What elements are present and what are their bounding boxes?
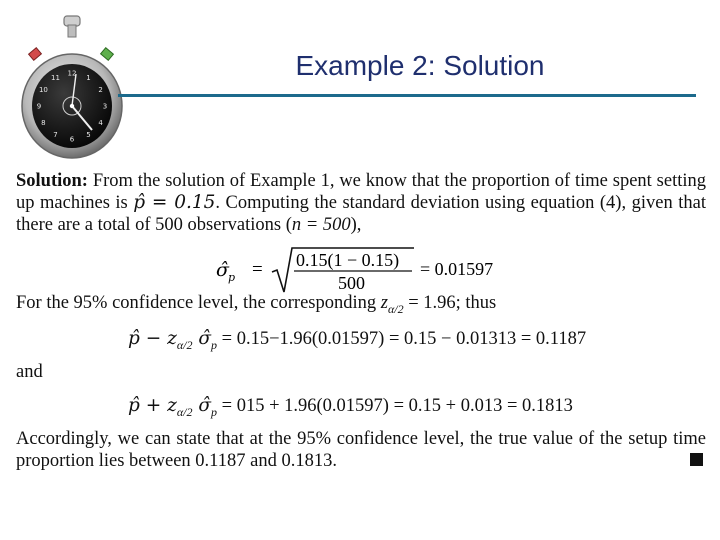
page-title: Example 2: Solution bbox=[295, 50, 545, 81]
solution-paragraph bbox=[16, 170, 706, 236]
eq3-sigma-sub: p bbox=[211, 405, 218, 419]
conclusion-paragraph: Accordingly, we can state that at the 95% confidence level, the true value of the setup time proportion lies between 0.1187 and 0.1813. bbox=[16, 429, 706, 471]
dial-number: 4 bbox=[98, 119, 103, 127]
eq2-rhs: = 0.15−1.96(0.01597) = 0.15 − 0.01313 = 0.1187 bbox=[217, 329, 587, 349]
eq2-sigma: σ̂ bbox=[192, 328, 212, 349]
dial-number: 3 bbox=[102, 102, 108, 111]
lower-limit-equation bbox=[128, 328, 586, 350]
confidence-paragraph bbox=[16, 292, 706, 315]
conf-text-b: = 1.96; thus bbox=[403, 293, 497, 313]
dial-number: 2 bbox=[98, 86, 103, 94]
upper-limit-equation bbox=[128, 395, 573, 417]
dial-number: 5 bbox=[86, 131, 91, 140]
n-value: n = 500 bbox=[291, 215, 351, 235]
z-symbol: z bbox=[380, 293, 388, 313]
conf-text-a: For the 95% confidence level, the corresponding bbox=[16, 293, 381, 313]
solution-label: Solution: bbox=[16, 171, 88, 191]
dial-number: 8 bbox=[41, 119, 46, 127]
eq3-lhs: p̂ + z bbox=[128, 395, 177, 416]
solution-text-a: From the solution of Example 1, we know that the proportion of time spent setting up machines is bbox=[16, 171, 706, 213]
eq1-denominator: 500 bbox=[338, 273, 365, 293]
eq2-lhs: p̂ − z bbox=[128, 328, 177, 349]
z-subscript: α/2 bbox=[387, 302, 404, 316]
sigma-sub: p bbox=[228, 271, 236, 284]
and-text: and bbox=[16, 362, 43, 382]
title-underline bbox=[118, 94, 696, 97]
eq3-rhs: = 015 + 1.96(0.01597) = 0.15 + 0.013 = 0.1813 bbox=[217, 396, 573, 416]
eq1-equals: = bbox=[252, 259, 263, 280]
eq3-sigma: σ̂ bbox=[192, 395, 212, 416]
dial-number: 10 bbox=[38, 86, 48, 94]
dial-number: 12 bbox=[67, 69, 77, 78]
end-of-proof-icon bbox=[690, 453, 703, 466]
sigma-hat: σ̂ bbox=[216, 259, 229, 281]
eq1-result: = 0.01597 bbox=[420, 259, 494, 279]
eq1-numerator: 0.15(1 − 0.15) bbox=[296, 250, 400, 270]
solution-text-c: ), bbox=[350, 215, 362, 235]
eq2-sigma-sub: p bbox=[211, 338, 218, 352]
eq3-lhs-sub: α/2 bbox=[176, 405, 193, 419]
eq2-lhs-sub: α/2 bbox=[176, 338, 193, 352]
stopwatch-icon bbox=[18, 14, 126, 162]
dial-number: 11 bbox=[51, 73, 60, 82]
dial-number: 9 bbox=[36, 102, 42, 111]
std-dev-equation bbox=[214, 246, 534, 296]
dial-number: 1 bbox=[86, 73, 91, 82]
dial-number: 7 bbox=[53, 131, 58, 140]
dial-number: 6 bbox=[69, 135, 75, 144]
phat-value: p̂ = 0.15 bbox=[133, 192, 216, 213]
solution-text-b: . Computing the standard deviation using equation (4), given that there are a total of 500 observations ( bbox=[16, 193, 706, 235]
